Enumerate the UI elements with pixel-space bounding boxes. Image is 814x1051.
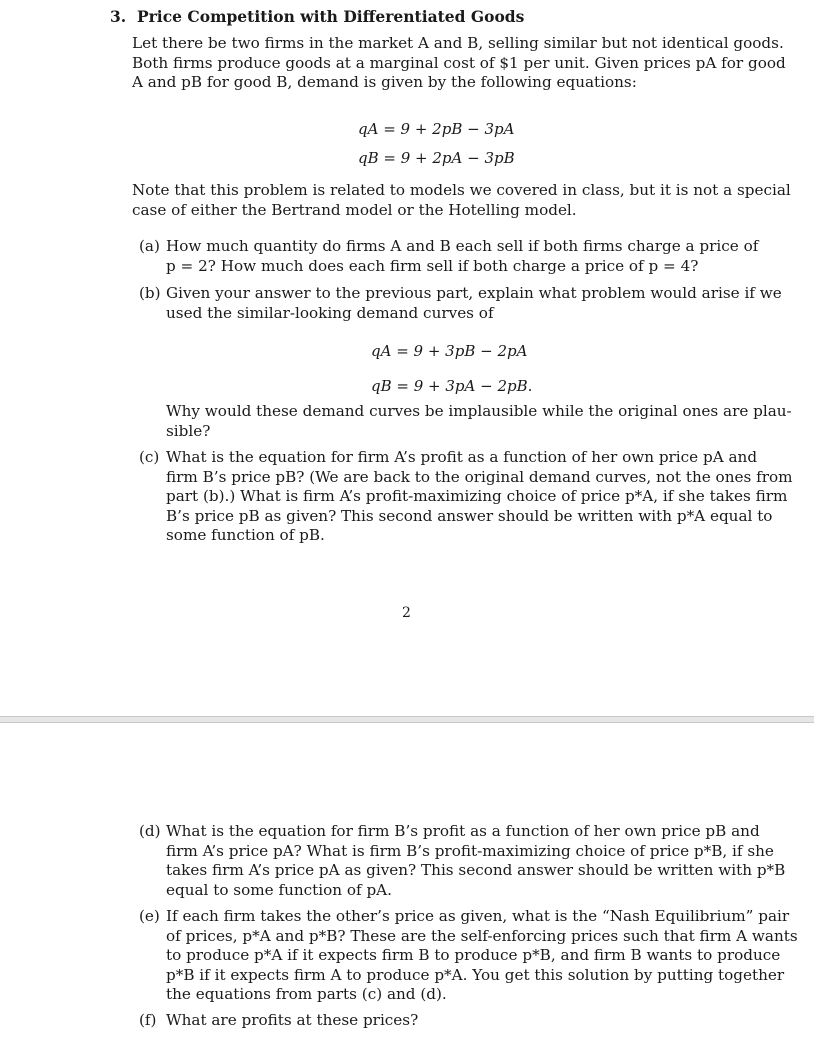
part-a-line: p = 2? How much does each firm sell if both charge a price of p = 4? — [166, 256, 699, 275]
problem-heading — [110, 7, 524, 26]
part-c-line: B’s price pB as given? This second answer should be written with p*A equal to — [166, 506, 773, 525]
equation-alt-qB: qB = 9 + 3pA − 2pB. — [371, 377, 533, 395]
part-e-label: (e) — [139, 907, 160, 925]
part-e-text — [166, 907, 798, 1005]
part-b-line: Given your answer to the previous part, explain what problem would arise if we — [166, 284, 782, 302]
equation-alt-qA: qA = 9 + 3pB − 2pA — [371, 342, 528, 360]
part-b-followup-line: sible? — [166, 421, 211, 440]
part-e-line: of prices, p*A and p*B? These are the self-enforcing prices such that firm A wants — [166, 926, 798, 945]
page-number: 2 — [402, 605, 411, 621]
part-b-label: (b) — [139, 284, 161, 302]
note-line: Note that this problem is related to models we covered in class, but it is not a special — [132, 181, 791, 199]
page-separator — [0, 716, 814, 723]
part-d-line: firm A’s price pA? What is firm B’s profit-maximizing choice of price p*B, if she — [166, 841, 774, 860]
equation-qB: qB = 9 + 2pA − 3pB — [358, 149, 515, 167]
note-paragraph — [132, 181, 791, 220]
part-f-label: (f) — [139, 1011, 157, 1029]
part-e-line: the equations from parts (c) and (d). — [166, 985, 447, 1004]
intro-line: Let there be two firms in the market A and B, selling similar but not identical goods. — [132, 34, 784, 52]
part-a-label: (a) — [139, 237, 160, 255]
problem-number: 3. — [110, 7, 127, 26]
part-c-label: (c) — [139, 448, 160, 466]
part-b-followup-line: Why would these demand curves be implausible while the original ones are plau- — [166, 402, 792, 420]
part-d-line: takes firm A’s price pA as given? This second answer should be written with p*B — [166, 861, 786, 880]
part-a-line: How much quantity do firms A and B each sell if both firms charge a price of — [166, 237, 759, 255]
part-e-line: to produce p*A if it expects firm B to produce p*B, and firm B wants to produce — [166, 946, 781, 965]
part-b-line: used the similar-looking demand curves of — [166, 303, 494, 322]
part-d-line: equal to some function of pA. — [166, 880, 392, 899]
document-page-2 — [0, 723, 814, 1051]
part-f-text: What are profits at these prices? — [166, 1011, 419, 1029]
part-c-line: part (b).) What is firm A’s profit-maximizing choice of price p*A, if she takes firm — [166, 487, 788, 506]
intro-line: A and pB for good B, demand is given by the following equations: — [132, 73, 637, 92]
part-c-line: some function of pB. — [166, 526, 325, 545]
problem-title: Price Competition with Differentiated Goods — [136, 7, 525, 26]
intro-paragraph — [132, 34, 786, 93]
part-a-text — [166, 237, 758, 276]
part-c-line: firm B’s price pB? (We are back to the original demand curves, not the ones from — [166, 467, 793, 486]
part-b-text — [166, 284, 782, 323]
part-b-followup — [166, 402, 792, 441]
note-line: case of either the Bertrand model or the Hotelling model. — [132, 200, 577, 219]
part-d-label: (d) — [139, 822, 161, 840]
part-d-text — [166, 822, 785, 900]
part-e-line: If each firm takes the other’s price as given, what is the “Nash Equilibrium” pair — [166, 907, 790, 925]
intro-line: Both firms produce goods at a marginal cost of $1 per unit. Given prices pA for good — [132, 53, 786, 72]
equation-qA: qA = 9 + 2pB − 3pA — [358, 120, 515, 138]
part-e-line: p*B if it expects firm A to produce p*A. You get this solution by putting together — [166, 965, 785, 984]
part-c-line: What is the equation for firm A’s profit as a function of her own price pA and — [166, 448, 758, 466]
part-c-text — [166, 448, 793, 546]
part-d-line: What is the equation for firm B’s profit as a function of her own price pB and — [166, 822, 760, 840]
